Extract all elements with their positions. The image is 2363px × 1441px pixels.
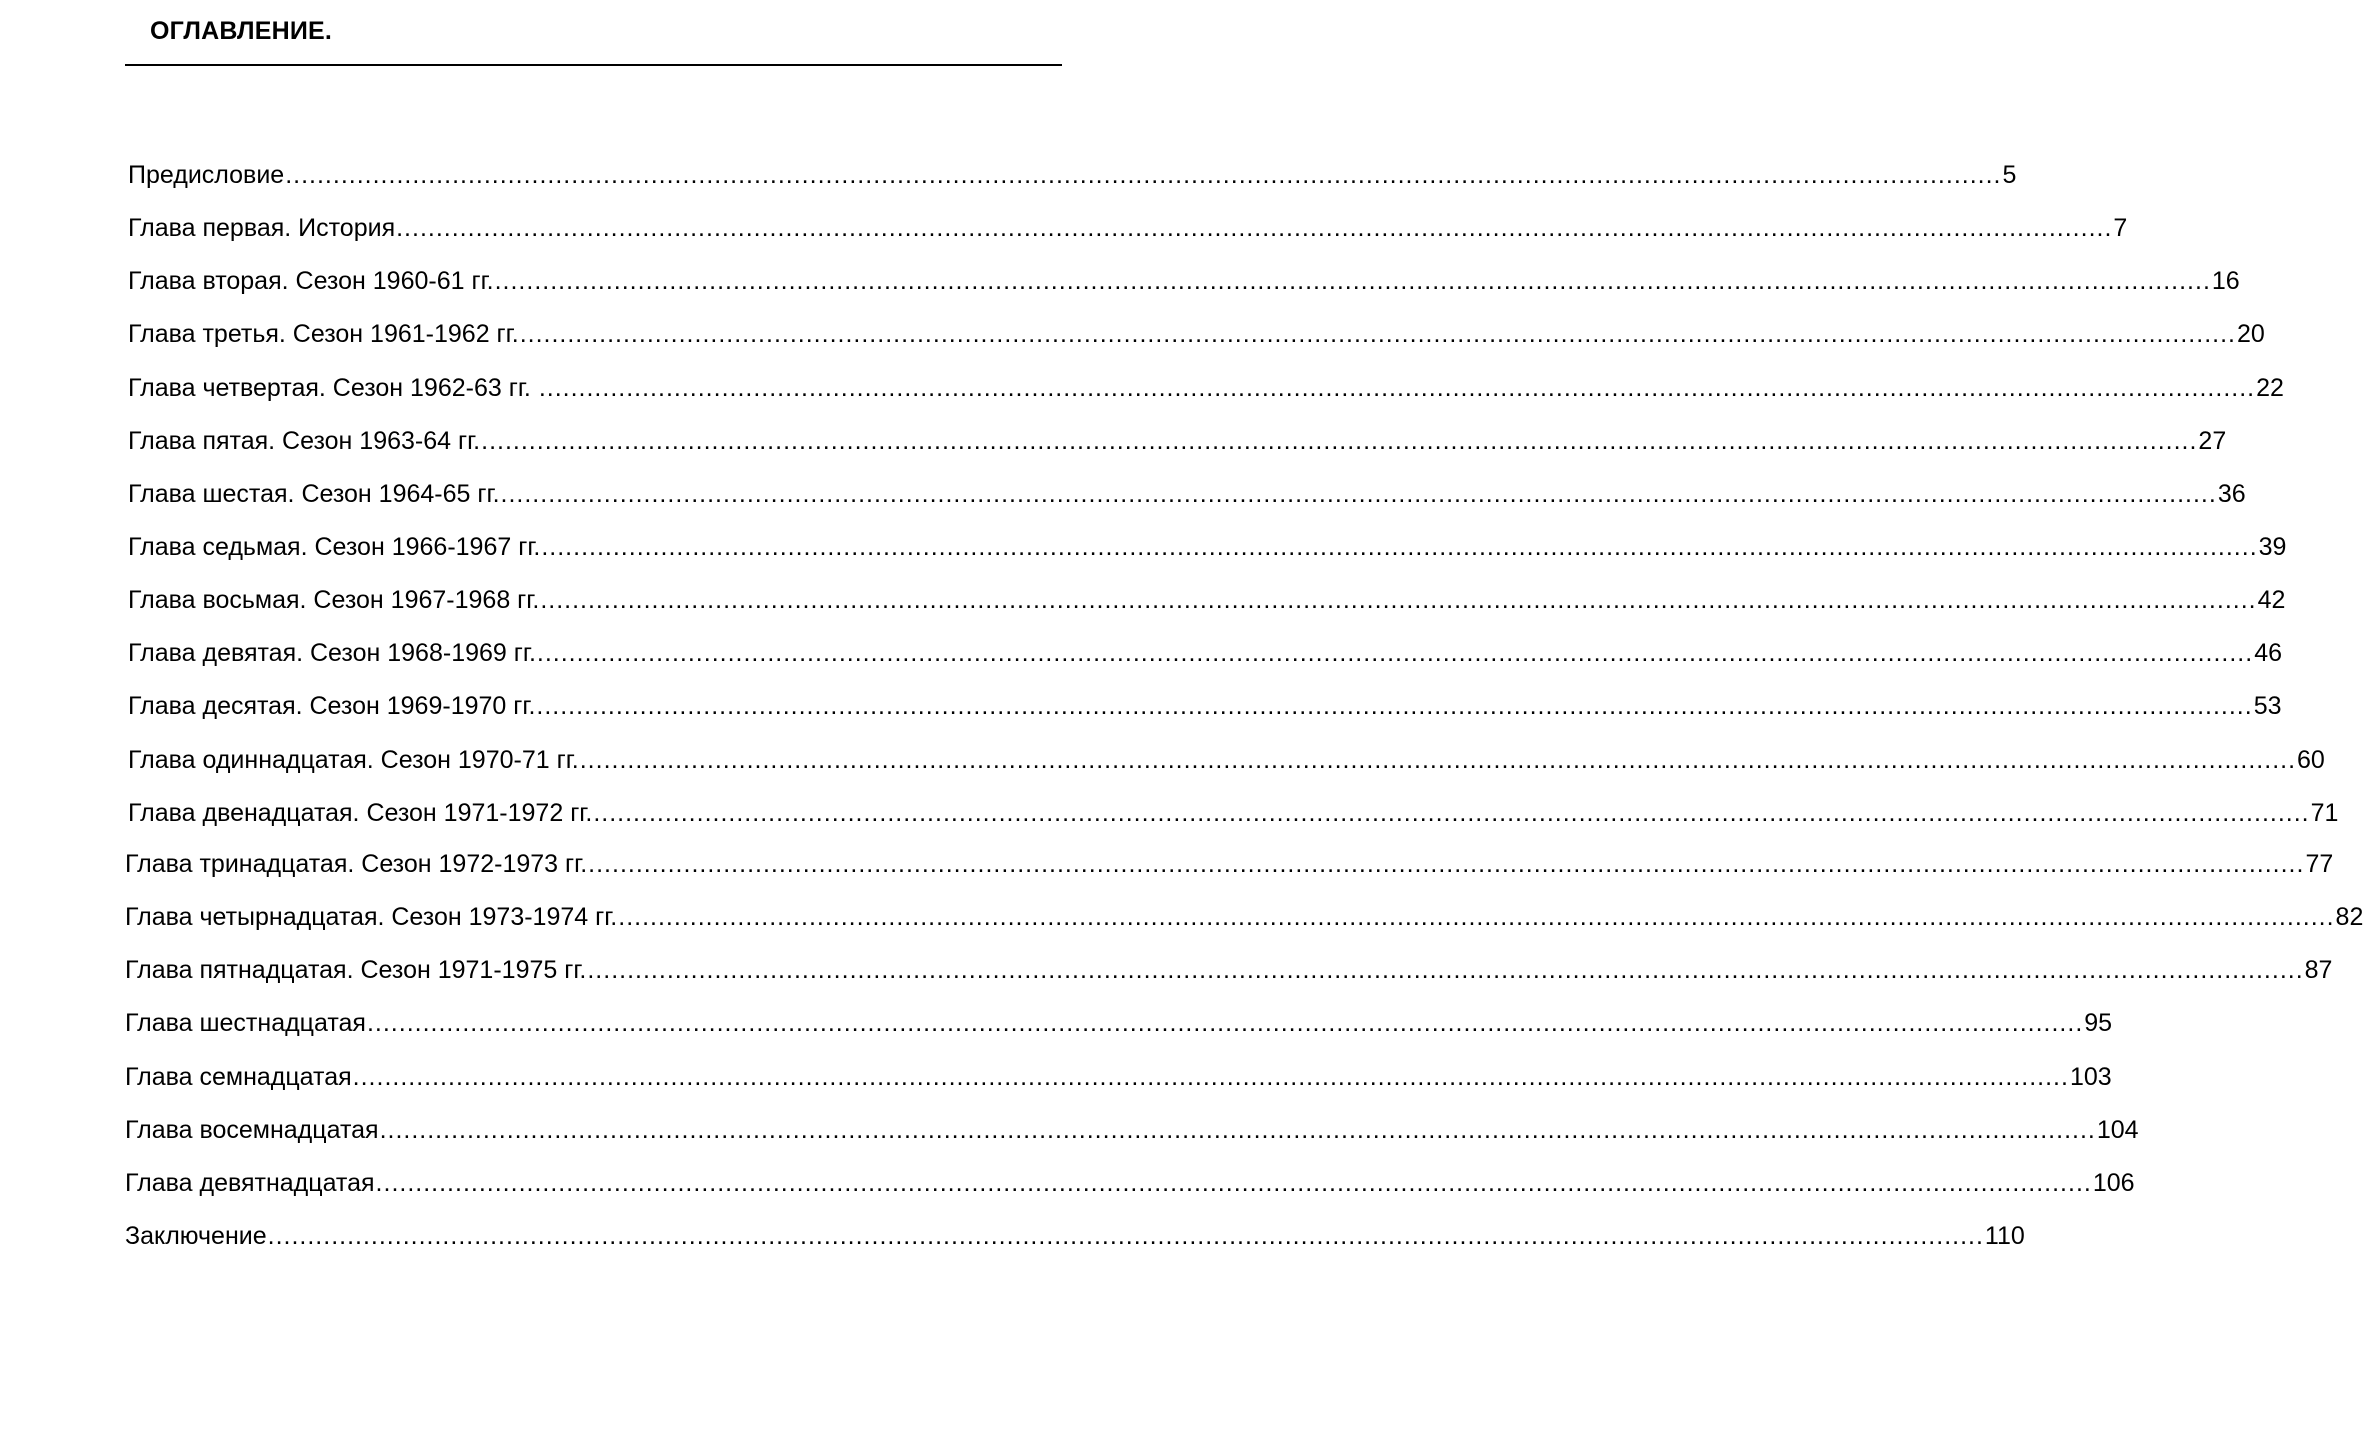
toc-entry-page: 27	[2198, 427, 2227, 455]
toc-entry-title: Глава седьмая. Сезон 1966-1967 гг.	[128, 533, 541, 561]
toc-entry-page: 46	[2254, 639, 2282, 667]
toc-entry-page: 53	[2253, 692, 2282, 720]
toc-entry-chapter-13[interactable]	[125, 848, 2334, 880]
toc-dot-leader: ........................................................................................................................................................................................................................	[536, 639, 2254, 667]
toc-entry-page: 16	[2211, 267, 2240, 295]
toc-dot-leader: ........................................................................................................................................................................................................................	[618, 903, 2335, 931]
toc-entry-page: 106	[2092, 1169, 2135, 1197]
toc-entry-chapter-15[interactable]	[125, 954, 2333, 986]
toc-entry-page: 39	[2258, 533, 2287, 561]
toc-dot-leader: ........................................................................................................................................................................................................................	[519, 320, 2236, 348]
toc-entry-conclusion[interactable]	[125, 1220, 2025, 1252]
toc-entry-title: Глава девятнадцатая	[125, 1169, 375, 1197]
toc-entry-title: Глава тринадцатая. Сезон 1972-1973 гг.	[125, 850, 588, 878]
toc-entry-title: Глава десятая. Сезон 1969-1970 гг.	[128, 692, 536, 720]
toc-entry-title: Глава вторая. Сезон 1960-61 гг.	[128, 267, 494, 295]
toc-entry-chapter-18[interactable]	[125, 1114, 2139, 1146]
toc-entry-title: Глава первая. История	[128, 214, 396, 242]
toc-entry-chapter-3[interactable]	[128, 318, 2265, 350]
toc-entry-page: 110	[1984, 1222, 2025, 1250]
toc-entry-chapter-6[interactable]	[128, 478, 2246, 510]
toc-dot-leader: ........................................................................................................................................................................................................................	[267, 1222, 1984, 1250]
toc-entry-title: Глава восемнадцатая	[125, 1116, 379, 1144]
toc-dot-leader: ........................................................................................................................................................................................................................	[396, 214, 2113, 242]
toc-dot-leader: ........................................................................................................................................................................................................................	[541, 533, 2258, 561]
toc-entry-page: 103	[2069, 1063, 2112, 1091]
toc-dot-leader: ........................................................................................................................................................................................................................	[538, 374, 2256, 402]
toc-dot-leader: ........................................................................................................................................................................................................................	[379, 1116, 2096, 1144]
toc-entry-title: Глава пятая. Сезон 1963-64 гг.	[128, 427, 481, 455]
toc-dot-leader: ........................................................................................................................................................................................................................	[536, 692, 2253, 720]
toc-entry-chapter-16[interactable]	[125, 1007, 2113, 1039]
toc-dot-leader: ........................................................................................................................................................................................................................	[366, 1009, 2084, 1037]
toc-entry-chapter-14[interactable]	[125, 901, 2363, 933]
toc-entry-chapter-2[interactable]	[128, 265, 2240, 297]
toc-entry-title: Глава одиннадцатая. Сезон 1970-71 гг.	[128, 746, 579, 774]
toc-entry-title: Предисловие	[128, 161, 285, 189]
toc-entry-title: Глава шестая. Сезон 1964-65 гг.	[128, 480, 500, 508]
toc-entry-page: 42	[2257, 586, 2286, 614]
toc-entry-title: Глава четвертая. Сезон 1962-63 гг.	[128, 374, 538, 402]
toc-entry-page: 77	[2305, 850, 2334, 878]
toc-entry-title: Глава пятнадцатая. Сезон 1971-1975 гг.	[125, 956, 587, 984]
toc-dot-leader: ........................................................................................................................................................................................................................	[588, 850, 2305, 878]
toc-entry-chapter-4[interactable]	[128, 372, 2284, 404]
toc-entry-title: Глава шестнадцатая	[125, 1009, 366, 1037]
toc-dot-leader: ........................................................................................................................................................................................................................	[494, 267, 2211, 295]
toc-entry-chapter-8[interactable]	[128, 584, 2286, 616]
toc-dot-leader: ........................................................................................................................................................................................................................	[593, 799, 2310, 827]
toc-dot-leader: ........................................................................................................................................................................................................................	[587, 956, 2304, 984]
toc-dot-leader: ........................................................................................................................................................................................................................	[352, 1063, 2069, 1091]
toc-entry-page: 104	[2096, 1116, 2139, 1144]
toc-entry-page: 87	[2304, 956, 2333, 984]
toc-entry-chapter-7[interactable]	[128, 531, 2287, 563]
page-title: ОГЛАВЛЕНИЕ.	[150, 17, 333, 45]
toc-entry-page: 60	[2297, 746, 2325, 774]
toc-entry-chapter-17[interactable]	[125, 1061, 2112, 1093]
toc-entry-preface[interactable]	[128, 159, 2017, 191]
toc-entry-page: 71	[2310, 799, 2339, 827]
toc-entry-title: Глава восьмая. Сезон 1967-1968 гг.	[128, 586, 540, 614]
toc-entry-chapter-9[interactable]	[128, 637, 2282, 669]
toc-entry-title: Глава девятая. Сезон 1968-1969 гг.	[128, 639, 536, 667]
toc-entry-title: Глава семнадцатая	[125, 1063, 352, 1091]
toc-dot-leader: ........................................................................................................................................................................................................................	[285, 161, 2002, 189]
toc-entry-page: 36	[2217, 480, 2246, 508]
toc-entry-title: Заключение	[125, 1222, 267, 1250]
toc-entry-page: 22	[2256, 374, 2284, 402]
toc-entry-title: Глава третья. Сезон 1961-1962 гг.	[128, 320, 519, 348]
toc-entry-page: 5	[2002, 161, 2017, 189]
toc-entry-title: Глава четырнадцатая. Сезон 1973-1974 гг.	[125, 903, 618, 931]
toc-entry-page: 7	[2113, 214, 2128, 242]
toc-entry-chapter-5[interactable]	[128, 425, 2227, 457]
toc-entry-title: Глава двенадцатая. Сезон 1971-1972 гг.	[128, 799, 593, 827]
toc-dot-leader: ........................................................................................................................................................................................................................	[375, 1169, 2092, 1197]
toc-entry-page: 95	[2084, 1009, 2113, 1037]
toc-entry-chapter-12[interactable]	[128, 797, 2339, 829]
toc-dot-leader: ........................................................................................................................................................................................................................	[481, 427, 2198, 455]
toc-dot-leader: ........................................................................................................................................................................................................................	[540, 586, 2257, 614]
toc-dot-leader: ........................................................................................................................................................................................................................	[579, 746, 2297, 774]
toc-entry-chapter-11[interactable]	[128, 744, 2325, 776]
toc-entry-chapter-10[interactable]	[128, 690, 2282, 722]
toc-entry-chapter-19[interactable]	[125, 1167, 2135, 1199]
toc-entry-page: 82	[2335, 903, 2363, 931]
toc-dot-leader: ........................................................................................................................................................................................................................	[500, 480, 2217, 508]
toc-entry-page: 20	[2236, 320, 2265, 348]
toc-entry-chapter-1[interactable]	[128, 212, 2128, 244]
